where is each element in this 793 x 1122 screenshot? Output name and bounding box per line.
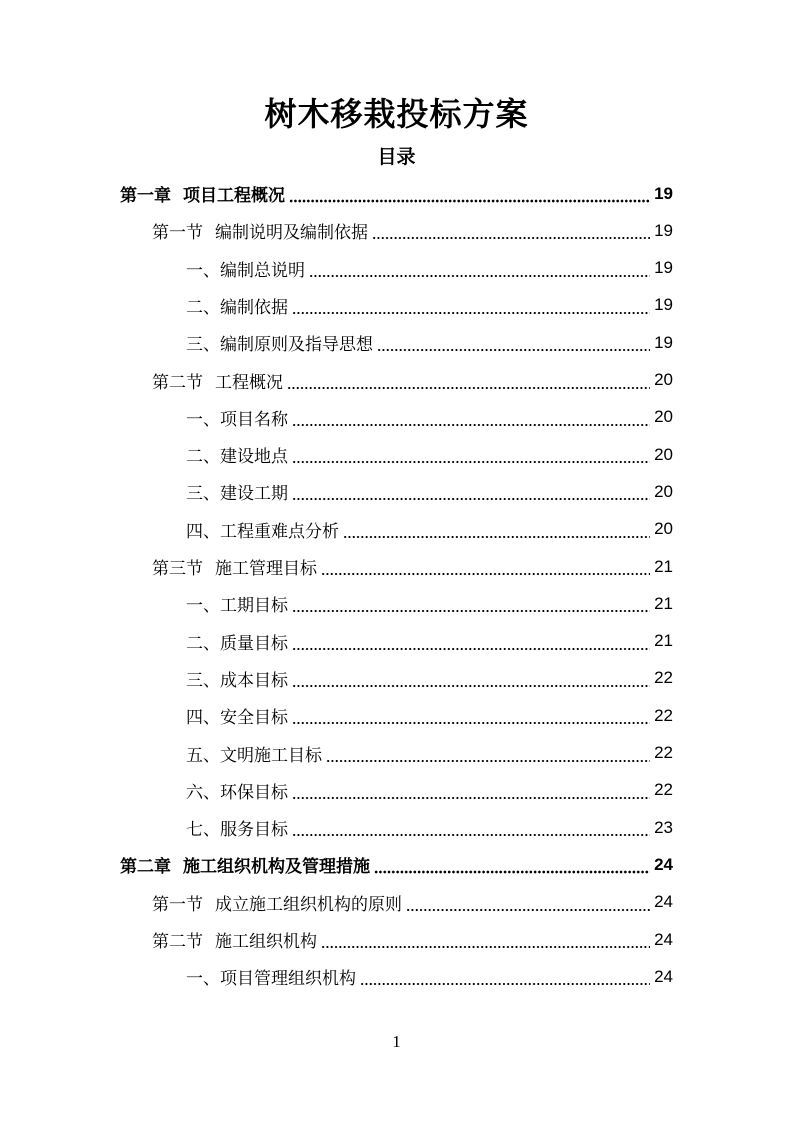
toc-leader-dots [321,548,650,585]
toc-subsection-entry[interactable] [186,660,673,697]
toc-entry-title: 服务目标 [220,820,288,841]
toc-leader-dots [309,250,650,287]
toc-entry-page: 20 [654,370,673,389]
toc-entry-page: 21 [654,593,673,613]
toc-entry-page: 19 [654,332,673,352]
toc-entry-number: 一、 [186,409,220,430]
document-title: 树木移栽投标方案 [264,95,529,133]
toc-leader-dots [372,212,650,249]
toc-leader-dots [326,735,650,772]
toc-section-entry[interactable] [152,884,673,921]
toc-leader-dots [292,585,650,622]
toc-leader-dots [292,399,650,436]
toc-subsection-entry[interactable] [186,958,673,995]
toc-entry-page: 22 [654,668,673,688]
toc-entry-title: 项目管理组织机构 [220,969,356,990]
toc-entry-number: 第一节 [152,894,203,915]
toc-entry-title: 文明施工目标 [220,745,322,766]
toc-entry-page: 22 [654,743,673,762]
toc-section-entry[interactable] [152,921,673,958]
toc-subsection-entry[interactable] [186,287,673,324]
toc-entry-title: 编制总说明 [220,260,305,281]
toc-entry-number: 四、 [186,708,220,729]
toc-entry-page: 24 [654,854,673,874]
toc-section-entry[interactable] [152,548,673,585]
toc-entry-title: 工期目标 [220,596,288,617]
page-number: 1 [392,1032,401,1051]
toc-entry-title: 质量目标 [220,633,288,654]
toc-entry-title: 成立施工组织机构的原则 [215,894,402,915]
toc-subsection-entry[interactable] [186,324,673,361]
toc-chapter-entry[interactable] [120,175,673,212]
toc-entry-number: 三、 [186,335,220,356]
toc-subsection-entry[interactable] [186,511,673,548]
toc-leader-dots [292,697,650,734]
toc-entry-page: 24 [654,929,673,949]
toc-entry-number: 第二章 [120,857,171,878]
toc-entry-title: 环保目标 [220,782,288,803]
toc-leader-dots [287,362,650,399]
toc-entry-title: 安全目标 [220,708,288,729]
toc-subsection-entry[interactable] [186,399,673,436]
toc-leader-dots [292,287,650,324]
toc-entry-number: 第二节 [152,932,203,952]
toc-entry-page: 19 [654,258,673,278]
toc-leader-dots [292,436,650,473]
toc-leader-dots [374,846,650,883]
toc-entry-page: 20 [654,519,673,539]
toc-entry-number: 第二节 [152,372,203,393]
toc-leader-dots [321,921,650,958]
toc-leader-dots [292,473,650,510]
toc-entry-number: 三、 [186,670,220,691]
toc-entry-number: 第一节 [152,223,203,244]
toc-leader-dots [343,511,650,548]
toc-subsection-entry[interactable] [186,697,673,734]
toc-leader-dots [289,175,650,212]
toc-subsection-entry[interactable] [186,436,673,473]
toc-subsection-entry[interactable] [186,473,673,510]
toc-entry-page: 24 [654,892,673,912]
toc-subsection-entry[interactable] [186,250,673,287]
toc-entry-number: 第三节 [152,559,203,579]
toc-entry-number: 一、 [186,969,220,990]
toc-section-entry[interactable] [152,362,673,399]
toc-entry-page: 20 [654,481,673,501]
toc-entry-title: 建设工期 [220,484,288,505]
toc-entry-title: 施工组织机构及管理措施 [183,857,370,878]
toc-leader-dots [292,809,650,846]
toc-heading: 目录 [377,146,416,168]
toc-entry-title: 施工管理目标 [215,559,317,579]
toc-entry-page: 19 [654,220,673,240]
toc-entry-number: 第一章 [120,186,171,206]
toc-entry-number: 六、 [186,782,220,803]
toc-entry-title: 编制说明及编制依据 [215,223,368,244]
toc-subsection-entry[interactable] [186,772,673,809]
toc-entry-number: 二、 [186,297,220,318]
toc-entry-page: 20 [654,444,673,464]
toc-entry-page: 19 [654,295,673,315]
toc-subsection-entry[interactable] [186,735,673,772]
toc-subsection-entry[interactable] [186,585,673,622]
toc-entry-number: 二、 [186,447,220,468]
toc-entry-number: 五、 [186,745,220,766]
toc-entry-title: 建设地点 [220,447,288,468]
toc-entry-page: 22 [654,705,673,725]
toc-entry-page: 19 [654,183,673,203]
toc-entry-page: 23 [654,817,673,837]
toc-subsection-entry[interactable] [186,623,673,660]
toc-entry-number: 一、 [186,596,220,617]
toc-leader-dots [406,884,650,921]
toc-entry-title: 施工组织机构 [215,932,317,952]
toc-entry-page: 21 [654,631,673,651]
toc-entry-title: 成本目标 [220,670,288,691]
toc-leader-dots [360,958,650,995]
toc-subsection-entry[interactable] [186,809,673,846]
toc-entry-title: 工程重难点分析 [220,521,339,542]
toc-entry-number: 一、 [186,260,220,281]
toc-entry-number: 七、 [186,820,220,841]
toc-entry-title: 编制原则及指导思想 [220,335,373,356]
toc-entry-page: 21 [654,556,673,576]
toc-entry-title: 项目名称 [220,409,288,430]
toc-entry-title: 工程概况 [215,372,283,393]
toc-entry-number: 四、 [186,521,220,542]
toc-leader-dots [292,772,650,809]
toc-chapter-entry[interactable] [120,846,673,883]
toc-entry-page: 22 [654,780,673,800]
toc-entry-page: 20 [654,407,673,427]
toc-leader-dots [377,324,650,361]
toc-entry-title: 编制依据 [220,297,288,318]
toc-entry-title: 项目工程概况 [183,186,285,206]
toc-leader-dots [292,623,650,660]
toc-entry-number: 三、 [186,484,220,505]
toc-entry-page: 24 [654,966,673,986]
toc-section-entry[interactable] [152,212,673,249]
toc-leader-dots [292,660,650,697]
toc-entry-number: 二、 [186,633,220,654]
